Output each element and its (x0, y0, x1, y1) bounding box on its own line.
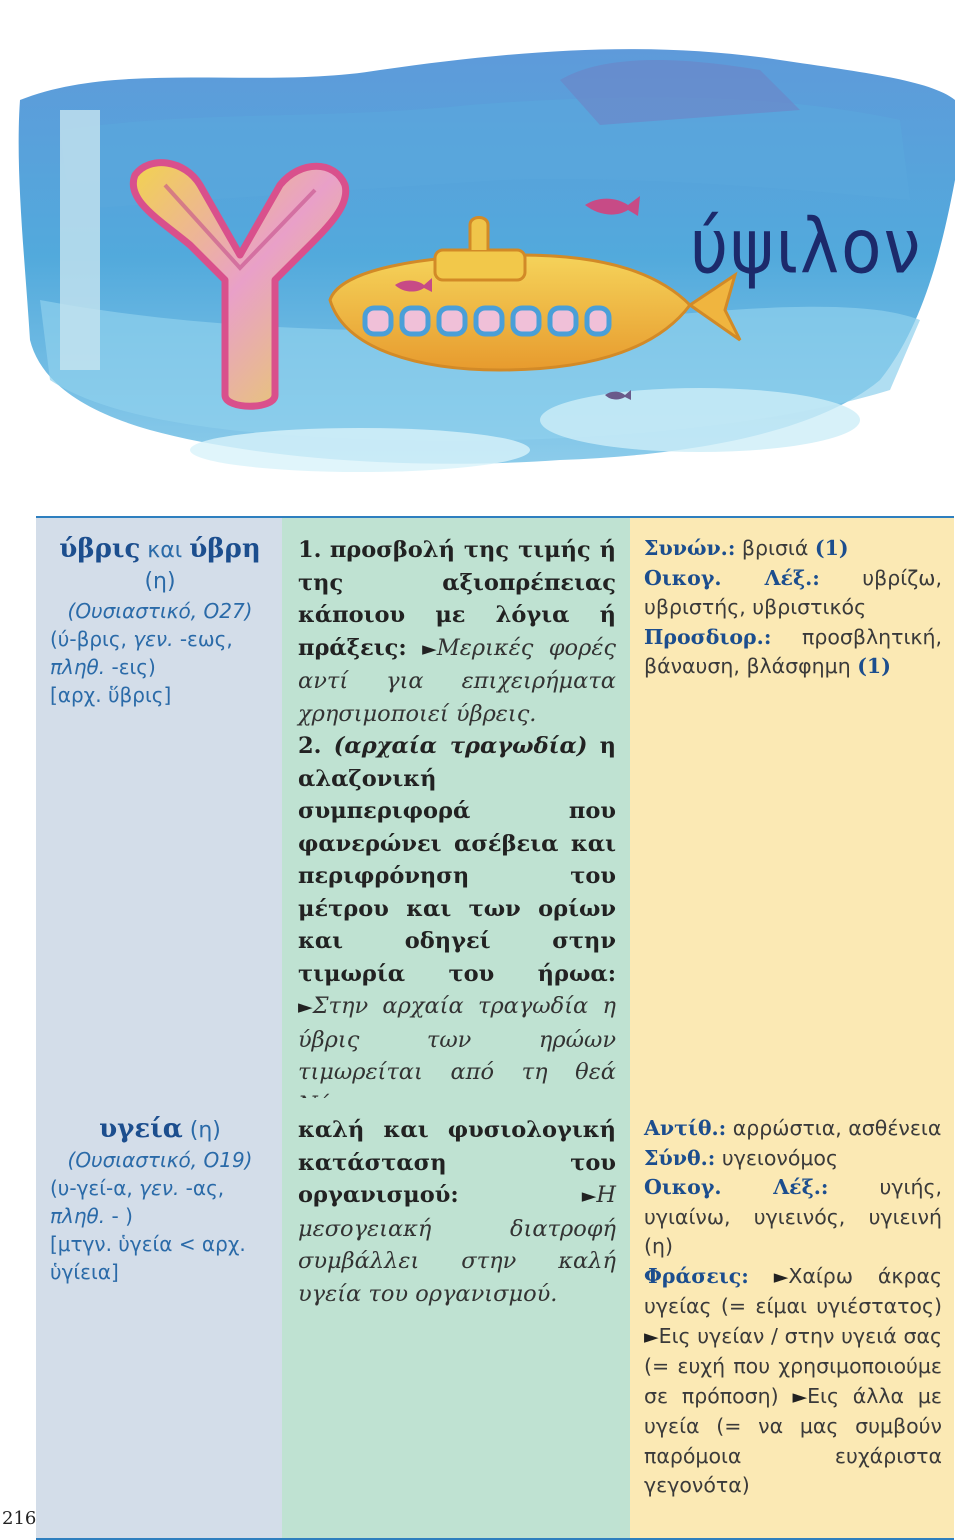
entry-hubris (36, 518, 954, 1085)
sense-1: καλή και φυσιολογική κατάσταση του οργανισμού: ►Η μεσογειακή διατροφή συμβάλλει στην καλή υγεία του οργανισμού. (298, 1117, 616, 1307)
part-of-speech: (Ουσιαστικό, Ο19) (67, 1148, 253, 1172)
sense-1: 1. προσβολή της τιμής ή της αξιοπρέπειας κάποιου με λόγια ή πράξεις: ►Μερικές φορές αντί για επιχειρήματα χρησιμοποιεί ύβρεις. (298, 537, 617, 727)
example-arrow-icon: ► (422, 637, 437, 660)
entry-related-column (630, 518, 954, 1121)
page-number: 216 (2, 1508, 37, 1529)
example-arrow-icon: ► (773, 1265, 789, 1288)
article: (η) (182, 1118, 221, 1143)
letter-name: ύψιλον (690, 202, 923, 291)
syllabification: (ύ-βρις, γεν. -εως, πληθ. -εις) (50, 627, 233, 679)
etymology: [αρχ. ὕβρις] (50, 683, 172, 707)
headword: ύβρις (59, 534, 141, 564)
attributes: Προσδιορ.: προσβλητική, βάναυση, βλάσφημη (1) (644, 624, 942, 678)
letter-illustration (0, 0, 960, 490)
etymology: [μτγν. ὑγεία < αρχ. ὑγίεια] (50, 1232, 246, 1284)
entry-headword-column (36, 1098, 282, 1538)
dictionary-entries (36, 516, 954, 1540)
example-arrow-icon: ► (644, 1325, 659, 1348)
word-family: Οικογ. Λέξ.: υβρίζω, υβριστής, υβριστικός (644, 565, 942, 619)
entry-related-column (630, 1098, 954, 1538)
word-family: Οικογ. Λέξ.: υγιής, υγιαίνω, υγιεινός, υγιεινή (η) (644, 1175, 942, 1258)
headword: υγεία (99, 1114, 183, 1144)
compounds: Σύνθ.: υγειονόμος (644, 1145, 839, 1170)
article: (η) (144, 569, 176, 594)
phrases: Φράσεις: ►Χαίρω άκρας υγείας (= είμαι υγιέστατος) ►Εις υγείαν / στην υγειά σας (= ευχή που χρησιμοποιούμε σε πρόποση) ►Εις άλλα με υγεία (= να μας συμβούν παρόμοια ευχάριστα γεγονότα) (644, 1263, 942, 1497)
headword-variant: ύβρη (189, 534, 261, 564)
entry-definition-column (282, 1098, 630, 1538)
entry-headword-column (36, 518, 282, 1121)
antonyms: Αντίθ.: αρρώστια, ασθένεια (644, 1116, 942, 1140)
example-arrow-icon: ► (581, 1185, 597, 1207)
example-arrow-icon: ► (792, 1385, 808, 1408)
syllabification: (υ-γεί-α, γεν. -ας, πληθ. - ) (50, 1176, 225, 1228)
part-of-speech: (Ουσιαστικό, Ο27) (67, 599, 253, 623)
synonyms: Συνών.: βρισιά (1) (644, 536, 849, 560)
connector: και (147, 538, 183, 563)
entry-definition-column (282, 518, 630, 1121)
sense-2: 2. (αρχαία τραγωδία) η αλαζονική συμπεριφορά που φανερώνει ασέβεια και περιφρόνηση του μέτρου και των ορίων και οδηγεί στην τιμωρία του ήρωα: ►Στην αρχαία τραγωδία η ύβρις των ηρώων τιμωρείται από τη θεά (298, 733, 617, 1085)
example-arrow-icon: ► (298, 996, 313, 1018)
entry-health (36, 1096, 954, 1540)
